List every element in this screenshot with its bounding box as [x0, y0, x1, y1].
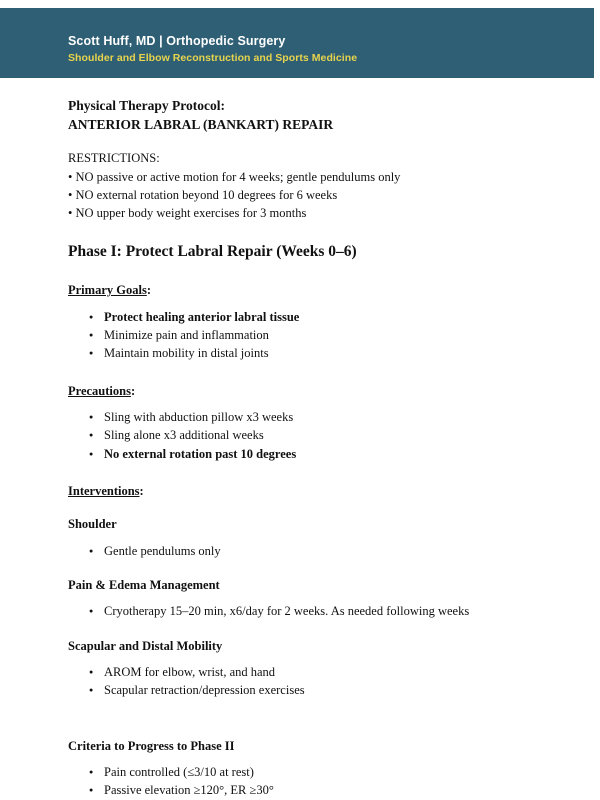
- precautions-label: Precautions: [68, 383, 131, 398]
- list-item: ● No external rotation past 10 degrees: [68, 445, 568, 463]
- primary-goals-list: [68, 308, 568, 363]
- restriction-item: • NO upper body weight exercises for 3 months: [68, 206, 307, 221]
- list-item: ● AROM for elbow, wrist, and hand: [68, 663, 568, 681]
- shoulder-list: [68, 542, 568, 560]
- subsection-heading-scapular-distal: Scapular and Distal Mobility: [68, 638, 223, 653]
- list-item: ● Sling alone x3 additional weeks: [68, 426, 568, 444]
- document-title-line-2: ANTERIOR LABRAL (BANKART) REPAIR: [68, 117, 334, 133]
- criteria-list: [68, 763, 568, 800]
- list-item: ● Pain controlled (≤3/10 at rest): [68, 763, 568, 781]
- list-item: ● Sling with abduction pillow x3 weeks: [68, 408, 568, 426]
- scapular-distal-list: [68, 663, 568, 700]
- primary-goals-colon: :: [146, 283, 151, 298]
- interventions-colon: :: [139, 484, 144, 499]
- restrictions-block: [68, 149, 568, 222]
- primary-goals-label: Primary Goals: [68, 283, 147, 298]
- document-body: [68, 96, 568, 800]
- list-item: ● Passive elevation ≥120°, ER ≥30°: [68, 781, 568, 799]
- letterhead-banner: [0, 8, 594, 78]
- document-title-line-1: Physical Therapy Protocol:: [68, 98, 225, 113]
- restriction-item: • NO external rotation beyond 10 degrees for 6 weeks: [68, 187, 338, 202]
- section-heading-interventions: [68, 483, 568, 499]
- page-title: [68, 96, 568, 134]
- pain-edema-list: [68, 602, 568, 620]
- list-item: ● Gentle pendulums only: [68, 542, 568, 560]
- subsection-heading-pain-edema: Pain & Edema Management: [68, 578, 220, 593]
- interventions-label: Interventions: [68, 484, 140, 499]
- subsection-heading-shoulder: Shoulder: [68, 517, 117, 532]
- restrictions-heading: RESTRICTIONS:: [68, 151, 160, 166]
- phase-heading: Phase I: Protect Labral Repair (Weeks 0–6): [68, 243, 357, 261]
- section-heading-primary-goals: [68, 282, 568, 298]
- criteria-block: [68, 738, 568, 800]
- list-item: ● Cryotherapy 15–20 min, x6/day for 2 weeks. As needed following weeks: [68, 602, 568, 620]
- practice-specialty: Shoulder and Elbow Reconstruction and Sports Medicine: [68, 51, 358, 64]
- list-item: ● Maintain mobility in distal joints: [68, 344, 568, 362]
- restriction-item: • NO passive or active motion for 4 weeks; gentle pendulums only: [68, 169, 401, 184]
- precautions-colon: :: [130, 383, 136, 398]
- subsection-heading-criteria: Criteria to Progress to Phase II: [68, 738, 235, 753]
- list-item: ● Minimize pain and inflammation: [68, 326, 568, 344]
- section-heading-precautions: [68, 383, 568, 399]
- practice-name: Scott Huff, MD | Orthopedic Surgery: [68, 34, 286, 48]
- precautions-list: [68, 408, 568, 463]
- list-item: ● Protect healing anterior labral tissue: [68, 308, 568, 326]
- list-item: ● Scapular retraction/depression exercises: [68, 681, 568, 699]
